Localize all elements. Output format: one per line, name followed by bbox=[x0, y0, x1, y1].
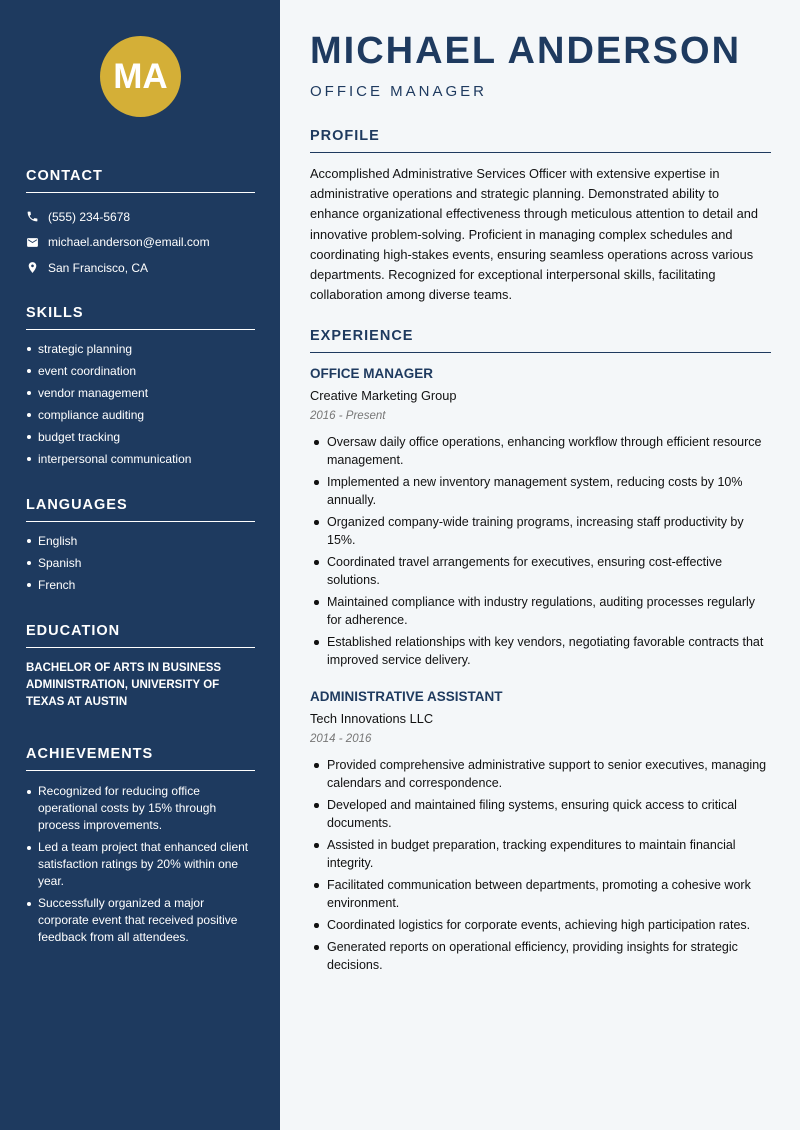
experience-section bbox=[310, 328, 771, 353]
achievements-heading: ACHIEVEMENTS bbox=[26, 746, 255, 771]
job-dates: 2014 - 2016 bbox=[310, 733, 372, 745]
email-icon bbox=[26, 236, 39, 249]
job-title: ADMINISTRATIVE ASSISTANT bbox=[310, 689, 503, 704]
languages-heading: LANGUAGES bbox=[26, 497, 255, 522]
job-bullet: Organized company-wide training programs, increasing staff productivity by 15%. bbox=[310, 513, 771, 549]
email-text: michael.anderson@email.com bbox=[48, 235, 210, 250]
job-bullet: Developed and maintained filing systems, ensuring quick access to critical documents. bbox=[310, 796, 771, 832]
skill-item: vendor management bbox=[26, 386, 255, 400]
job-bullet: Assisted in budget preparation, tracking expenditures to maintain financial integrity. bbox=[310, 836, 771, 872]
job-entry bbox=[310, 689, 771, 978]
avatar bbox=[100, 36, 181, 117]
candidate-name: MICHAEL ANDERSON bbox=[310, 30, 742, 72]
job-bullets bbox=[310, 756, 771, 974]
job-bullet: Oversaw daily office operations, enhancing workflow through efficient resource management. bbox=[310, 433, 771, 469]
sidebar bbox=[0, 0, 280, 1130]
languages-list bbox=[26, 534, 255, 592]
language-item: Spanish bbox=[26, 556, 255, 570]
achievements-section bbox=[26, 746, 255, 951]
location-icon bbox=[26, 261, 39, 274]
job-bullet: Maintained compliance with industry regulations, auditing processes regularly for adherence. bbox=[310, 593, 771, 629]
job-company: Creative Marketing Group bbox=[310, 388, 457, 403]
phone-text: (555) 234-5678 bbox=[48, 209, 131, 224]
education-heading: EDUCATION bbox=[26, 623, 255, 648]
contact-email bbox=[26, 230, 255, 256]
contact-list bbox=[26, 204, 255, 281]
profile-heading: PROFILE bbox=[310, 128, 771, 153]
experience-heading: EXPERIENCE bbox=[310, 328, 771, 353]
job-bullet: Established relationships with key vendors, negotiating favorable contracts that improved service delivery. bbox=[310, 633, 771, 669]
skills-heading: SKILLS bbox=[26, 305, 255, 330]
phone-icon bbox=[26, 210, 39, 223]
contact-section bbox=[26, 168, 255, 281]
job-entry bbox=[310, 366, 771, 673]
contact-heading: CONTACT bbox=[26, 168, 255, 193]
profile-text: Accomplished Administrative Services Officer with extensive expertise in administrative operations and strategic planning. Demonstrated ability to enhance organizational effectiveness through meticulous attention to detail and innovative problem-solving. Proficient in managing complex schedules and coordinating high-stakes events, ensuring seamless operations across various departments. Recognized for exceptional interpersonal skills, facilitating collaboration among diverse teams. bbox=[310, 166, 758, 303]
job-bullet: Coordinated travel arrangements for executives, ensuring cost-effective solutions. bbox=[310, 553, 771, 589]
skills-section bbox=[26, 305, 255, 474]
job-bullet: Facilitated communication between departments, promoting a cohesive work environment. bbox=[310, 876, 771, 912]
skill-item: budget tracking bbox=[26, 430, 255, 444]
contact-phone bbox=[26, 204, 255, 230]
language-item: English bbox=[26, 534, 255, 548]
education-degree: BACHELOR OF ARTS IN BUSINESS ADMINISTRATION, UNIVERSITY OF TEXAS AT AUSTIN bbox=[26, 662, 222, 708]
achievement-item: Successfully organized a major corporate event that received positive feedback from all attendees. bbox=[26, 895, 255, 946]
candidate-role: OFFICE MANAGER bbox=[310, 83, 488, 100]
job-bullet: Coordinated logistics for corporate events, achieving high participation rates. bbox=[310, 916, 771, 934]
achievements-list bbox=[26, 783, 255, 946]
skill-item: strategic planning bbox=[26, 342, 255, 356]
job-bullets bbox=[310, 433, 771, 669]
skills-list bbox=[26, 342, 255, 466]
contact-location bbox=[26, 255, 255, 281]
profile-section bbox=[310, 128, 771, 305]
job-bullet: Provided comprehensive administrative support to senior executives, managing calendars and correspondence. bbox=[310, 756, 771, 792]
job-title: OFFICE MANAGER bbox=[310, 366, 433, 381]
location-text: San Francisco, CA bbox=[48, 260, 149, 275]
language-item: French bbox=[26, 578, 255, 592]
languages-section bbox=[26, 497, 255, 600]
achievement-item: Led a team project that enhanced client satisfaction ratings by 20% within one year. bbox=[26, 839, 255, 890]
job-bullet: Implemented a new inventory management system, reducing costs by 10% annually. bbox=[310, 473, 771, 509]
education-section bbox=[26, 623, 255, 711]
skill-item: event coordination bbox=[26, 364, 255, 378]
avatar-initials: MA bbox=[113, 56, 168, 96]
job-company: Tech Innovations LLC bbox=[310, 711, 434, 726]
skill-item: compliance auditing bbox=[26, 408, 255, 422]
skill-item: interpersonal communication bbox=[26, 452, 255, 466]
job-dates: 2016 - Present bbox=[310, 410, 386, 422]
job-bullet: Generated reports on operational efficiency, providing insights for strategic decisions. bbox=[310, 938, 771, 974]
achievement-item: Recognized for reducing office operational costs by 15% through process improvements. bbox=[26, 783, 255, 834]
